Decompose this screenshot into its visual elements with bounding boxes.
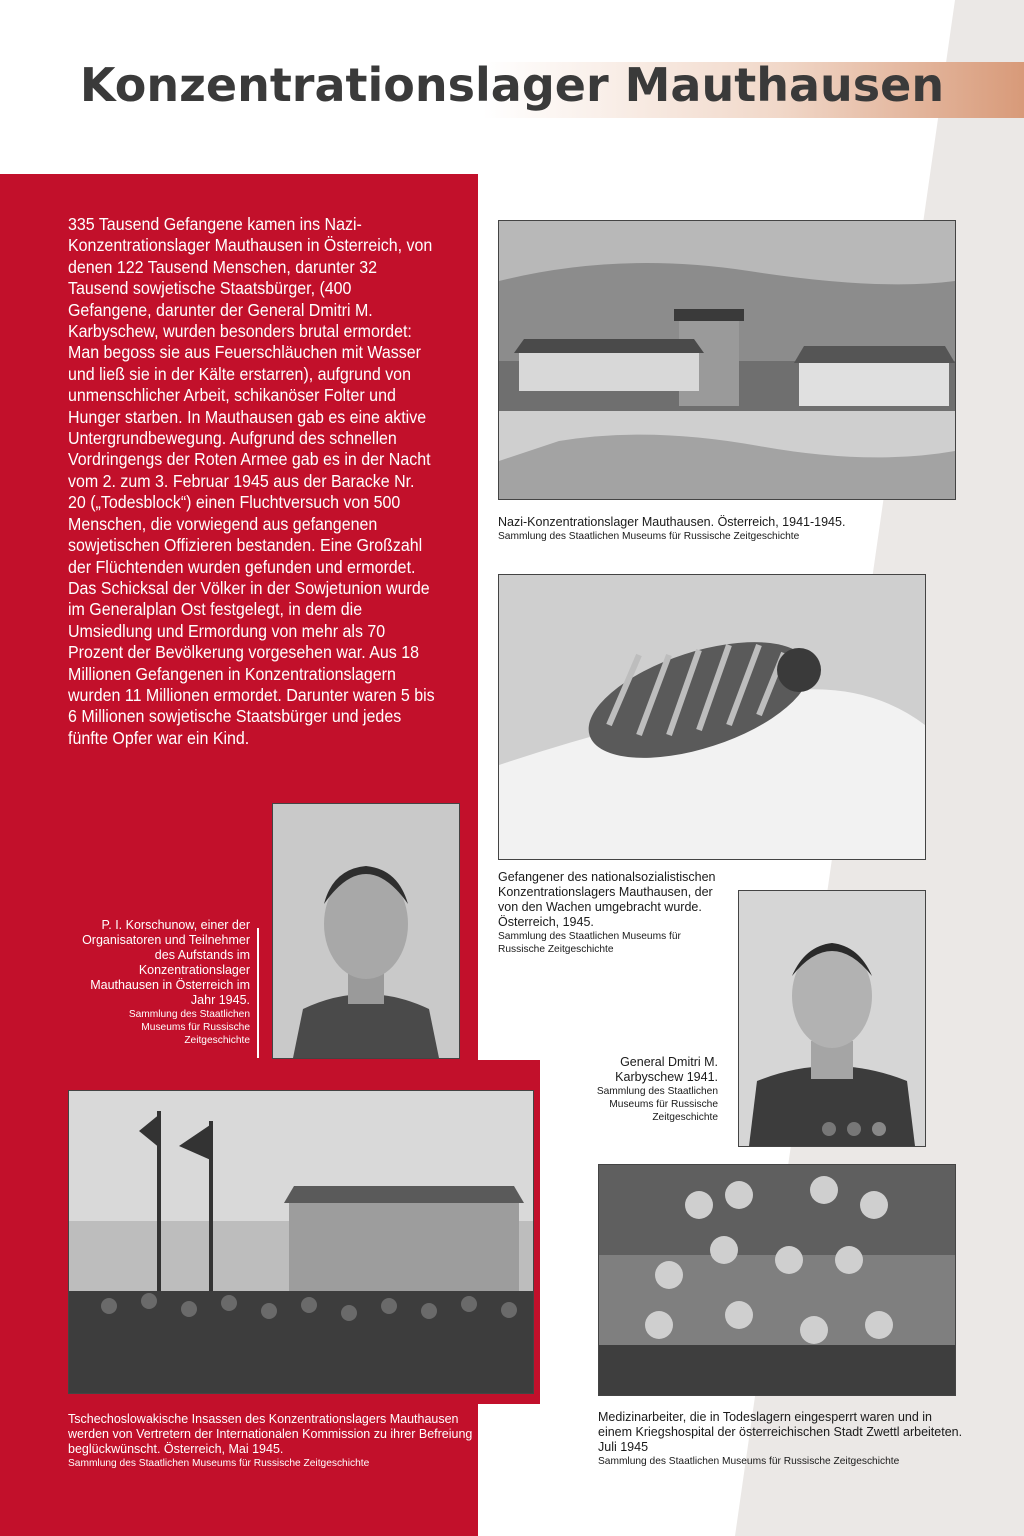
caption-korschunow-text: P. I. Korschunow, einer der Organisatoren und Teilnehmer des Aufstands im Konzentrationslager Mauthausen in Österreich im Jahr 1945. bbox=[82, 918, 250, 1007]
caption-prisoner-text: Gefangener des nationalsozialistischen Konzentrationslagers Mauthausen, der von den Wachen umgebracht wurde. Österreich, 1945. bbox=[498, 870, 716, 929]
caption-czech-source: Sammlung des Staatlichen Museums für Russische Zeitgeschichte bbox=[68, 1458, 370, 1469]
photo-czech-prisoners bbox=[68, 1090, 534, 1394]
photo-karbyschew bbox=[738, 890, 926, 1147]
caption-korschunow-source: Sammlung des Staatlichen Museums für Russische Zeitgeschichte bbox=[128, 1009, 250, 1046]
caption-medics-text: Medizinarbeiter, die in Todeslagern eingesperrt waren und in einem Kriegshospital der österreichischen Stadt Zwettl arbeiteten. Juli 1945 bbox=[598, 1410, 963, 1454]
caption-czech-text: Tschechoslowakische Insassen des Konzentrationslagers Mauthausen werden von Vertretern der Internationalen Kommission zu ihrer Befreiung beglückwünscht. Österreich, Mai 1945. bbox=[68, 1412, 473, 1456]
caption-medics-source: Sammlung des Staatlichen Museums für Russische Zeitgeschichte bbox=[598, 1456, 900, 1467]
photo-camp bbox=[498, 220, 956, 500]
caption-medics bbox=[598, 1410, 968, 1468]
caption-camp-text: Nazi-Konzentrationslager Mauthausen. Österreich, 1941-1945. bbox=[498, 515, 846, 529]
photo-medics bbox=[598, 1164, 956, 1396]
intro-text: 335 Tausend Gefangene kamen ins Nazi-Konzentrationslager Mauthausen in Österreich, von denen 122 Tausend Menschen, darunter 32 Tausend sowjetische Staatsbürger, (400 Gefangene, darunter der General Dmitri M. Karbyschew, wurden besonders brutal ermordet: Man begoss sie aus Feuerschläuchen mit Wasser und ließ sie in der Kälte erstarren), aufgrund von unmenschlicher Arbeit, schikanöser Folter und Hunger starben. In Mauthausen gab es eine aktive Untergrundbewegung. Aufgrund des schnellen Vordringengs der Roten Armee gab es in der Nacht vom 2. zum 3. Februar 1945 aus der Baracke Nr. 20 („Todesblock“) einen Fluchtversuch von 500 Menschen, die vorwiegend aus gefangenen sowjetischen Offizieren bestanden. Eine Großzahl der Flüchtenden wurden gefunden und ermordet. Das Schicksal der Völker in der Sowjetunion wurde im Generalplan Ost festgelegt, in dem die Umsiedlung und Ermordung von mehr als 70 Prozent der Bevölkerung vorgesehen war. Aus 18 Millionen Gefangenen in Konzentrationslagern wurden 11 Millionen ermordet. Darunter waren 5 bis 6 Millionen sowjetische Staatsbürger und jedes fünfte Opfer war ein Kind. bbox=[68, 214, 435, 748]
photo-prisoner bbox=[498, 574, 926, 860]
photo-korschunow bbox=[272, 803, 460, 1059]
caption-karbyschew bbox=[560, 1055, 718, 1124]
caption-prisoner bbox=[498, 870, 723, 956]
caption-divider bbox=[257, 928, 259, 1058]
caption-korschunow bbox=[82, 918, 250, 1047]
caption-czech bbox=[68, 1412, 478, 1470]
caption-camp bbox=[498, 515, 958, 543]
caption-karbyschew-source: Sammlung des Staatlichen Museums für Russische Zeitgeschichte bbox=[596, 1086, 718, 1123]
page-title: Konzentrationslager Mauthausen bbox=[79, 58, 945, 112]
caption-karbyschew-text: General Dmitri M. Karbyschew 1941. bbox=[615, 1055, 718, 1084]
caption-prisoner-source: Sammlung des Staatlichen Museums für Russische Zeitgeschichte bbox=[498, 931, 681, 955]
caption-camp-source: Sammlung des Staatlichen Museums für Russische Zeitgeschichte bbox=[498, 531, 800, 542]
